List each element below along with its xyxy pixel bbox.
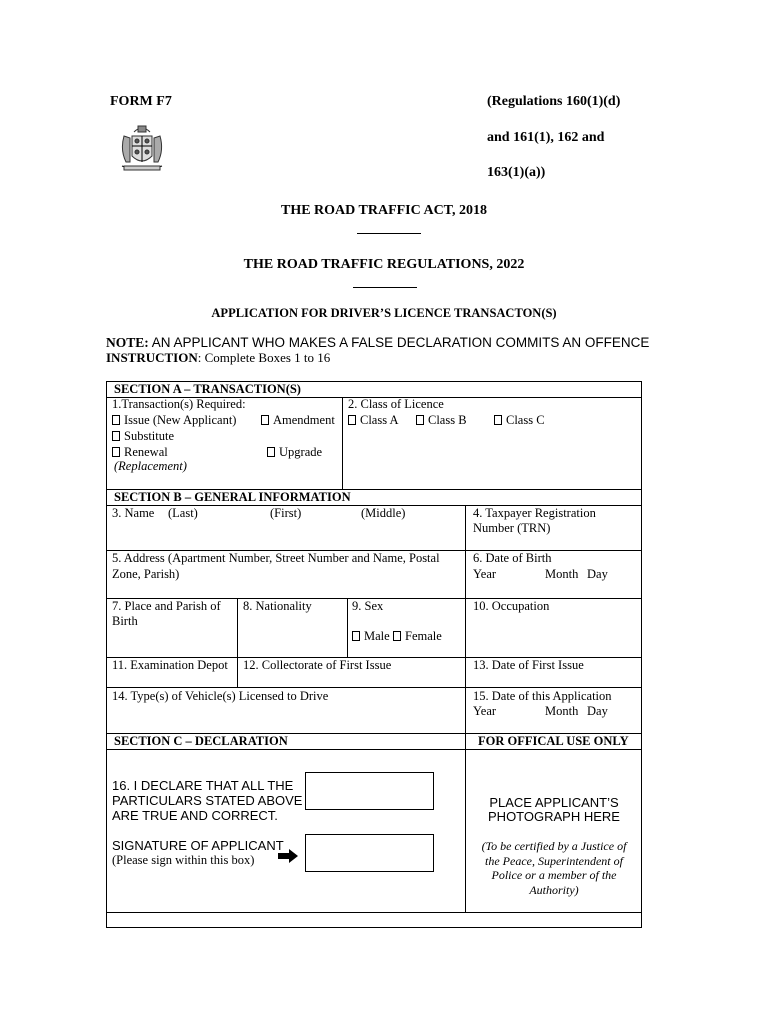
col-divider [342,397,343,489]
option-substitute-label: Substitute [124,429,175,443]
checkbox-icon[interactable] [393,631,401,641]
dob-month: Month [545,567,579,581]
option-amendment[interactable] [261,413,335,429]
col-divider [347,598,348,657]
option-class-c[interactable] [494,413,545,429]
official-use-heading: FOR OFFICAL USE ONLY [478,734,629,748]
col-divider [237,598,238,687]
option-issue[interactable] [112,413,236,429]
checkbox-icon[interactable] [352,631,360,641]
note-label: NOTE: [106,335,149,350]
field-3-label: 3. Name [112,506,155,520]
title-divider [353,287,417,288]
field-7-line2: Birth [112,614,138,628]
row-divider [106,687,642,688]
field-4-line2: Number (TRN) [473,521,551,535]
field-7-line1: 7. Place and Parish of [112,599,221,613]
field-9-label: 9. Sex [352,599,384,613]
checkbox-icon[interactable] [112,431,120,441]
regulations-title: THE ROAD TRAFFIC REGULATIONS, 2022 [243,257,525,272]
photo-line1: PLACE APPLICANT’S [489,795,619,810]
checkbox-icon[interactable] [112,447,120,457]
app-date-year: Year [473,704,497,718]
field-3-middle: (Middle) [361,506,406,520]
field-5-line1: 5. Address (Apartment Number, Street Number and Name, Postal [112,551,440,565]
checkbox-icon[interactable] [267,447,275,457]
instruction-line [106,350,330,366]
signature-hint: (Please sign within this box) [112,853,255,867]
signature-field[interactable] [305,834,434,872]
dob-year: Year [473,567,497,581]
note-line [106,335,649,351]
section-a-heading: SECTION A – TRANSACTION(S) [114,382,301,396]
option-issue-label: Issue (New Applicant) [124,413,237,427]
regulations-ref-line1: (Regulations 160(1)(d) [487,94,621,109]
signature-label: SIGNATURE OF APPLICANT [112,838,284,853]
option-upgrade[interactable] [267,445,322,461]
option-male[interactable] [352,629,390,645]
field-6-label: 6. Date of Birth [473,551,552,565]
field-1-label: 1.Transaction(s) Required: [112,397,246,411]
option-replacement-note: (Replacement) [114,459,187,473]
regulations-ref-line3: 163(1)(a)) [487,165,546,180]
field-14-label: 14. Type(s) of Vehicle(s) Licensed to Drive [112,689,329,703]
coat-of-arms-icon [114,122,170,176]
option-class-a-label: Class A [360,413,399,427]
field-11-label: 11. Examination Depot [112,658,228,672]
option-renewal-label: Renewal [124,445,168,459]
title-divider [357,233,421,234]
regulations-ref-line2: and 161(1), 162 and [487,130,605,145]
certification-line2: the Peace, Superintendent of [485,854,623,868]
field-5-line2: Zone, Parish) [112,567,180,581]
app-date-month: Month [545,704,579,718]
section-c-heading: SECTION C – DECLARATION [114,734,288,748]
row-divider [106,749,642,750]
form-title: APPLICATION FOR DRIVER’S LICENCE TRANSACTON(S) [211,306,557,320]
field-12-label: 12. Collectorate of First Issue [243,658,392,672]
section-b-heading: SECTION B – GENERAL INFORMATION [114,490,351,504]
option-class-c-label: Class C [506,413,545,427]
certification-line3: Police or a member of the [491,868,617,882]
checkbox-icon[interactable] [494,415,502,425]
checkbox-icon[interactable] [112,415,120,425]
declaration-line3: ARE TRUE AND CORRECT. [112,808,278,823]
field-2-label: 2. Class of Licence [348,397,444,411]
declaration-line1: 16. I DECLARE THAT ALL THE [112,778,294,793]
field-10-label: 10. Occupation [473,599,550,613]
row-divider [106,912,642,913]
certification-line1: (To be certified by a Justice of [481,839,627,853]
field-3-last: (Last) [168,506,198,520]
act-title: THE ROAD TRAFFIC ACT, 2018 [280,203,487,218]
field-13-label: 13. Date of First Issue [473,658,584,672]
checkbox-icon[interactable] [416,415,424,425]
option-female[interactable] [393,629,442,645]
right-arrow-icon [278,849,298,863]
field-15-label: 15. Date of this Application [473,689,612,703]
form-code: FORM F7 [110,94,172,109]
option-male-label: Male [364,629,390,643]
option-upgrade-label: Upgrade [279,445,323,459]
checkbox-icon[interactable] [261,415,269,425]
declaration-line2: PARTICULARS STATED ABOVE [112,793,303,808]
instruction-text: : Complete Boxes 1 to 16 [197,350,331,365]
note-text: AN APPLICANT WHO MAKES A FALSE DECLARATION COMMITS AN OFFENCE [148,335,650,350]
field-3-first: (First) [270,506,302,520]
app-date-day: Day [587,704,608,718]
field-8-label: 8. Nationality [243,599,312,613]
option-female-label: Female [405,629,442,643]
checkbox-icon[interactable] [348,415,356,425]
dob-day: Day [587,567,608,581]
declaration-checkbox-field[interactable] [305,772,434,810]
field-4-line1: 4. Taxpayer Registration [473,506,596,520]
photo-line2: PHOTOGRAPH HERE [488,809,620,824]
option-substitute[interactable] [112,429,174,445]
option-class-a[interactable] [348,413,399,429]
instruction-label: INSTRUCTION [106,350,198,365]
certification-line4: Authority) [529,883,579,897]
option-class-b-label: Class B [428,413,467,427]
option-amendment-label: Amendment [273,413,335,427]
option-class-b[interactable] [416,413,467,429]
